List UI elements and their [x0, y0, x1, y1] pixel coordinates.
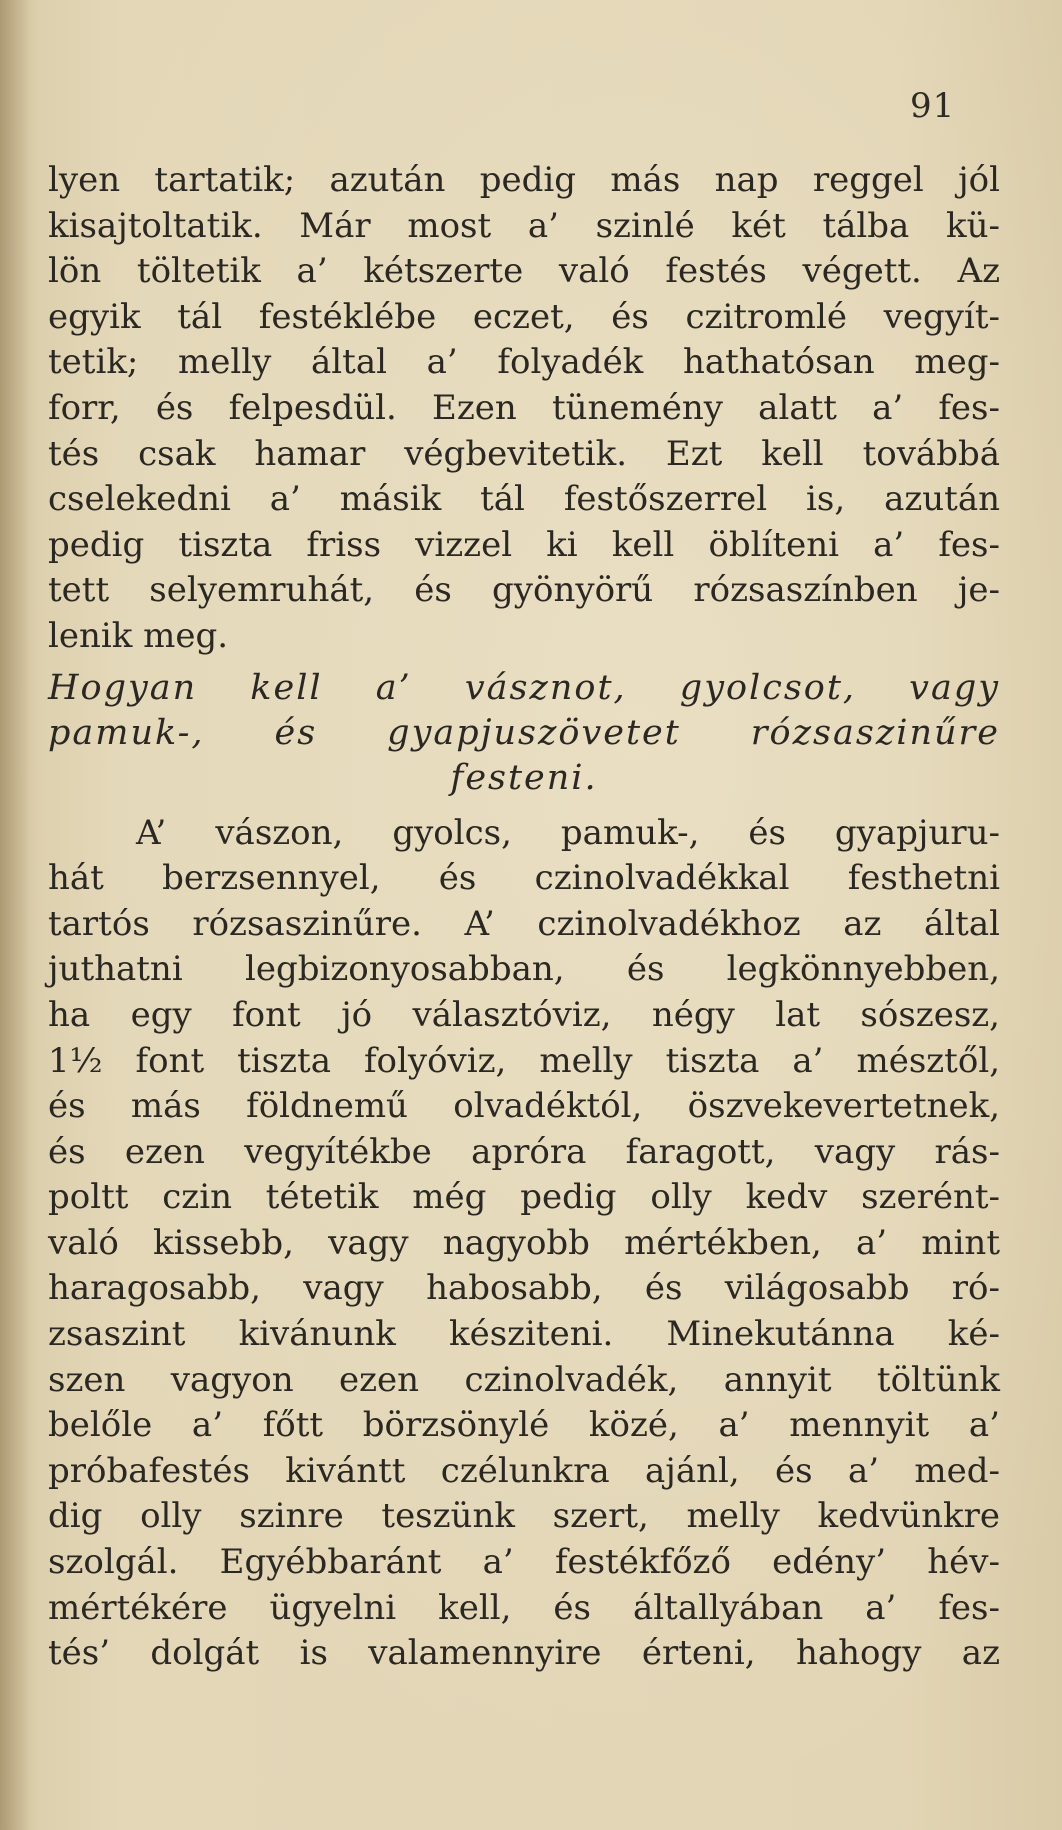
text-line: zsaszint kivánunk késziteni. Minekutánna ké- [48, 1314, 1000, 1355]
heading-line: festeni. [450, 757, 598, 798]
text-line: mértékére ügyelni kell, és általlyában a’ fes- [48, 1587, 1000, 1628]
text-line: lyen tartatik; azután pedig más nap reggel jól [48, 160, 1000, 200]
page-number: 91 [910, 86, 956, 126]
text-line: és más földnemű olvadéktól, öszvekevertetnek, [48, 1086, 1000, 1127]
paragraph-2 [48, 811, 1000, 1677]
text-line: pedig tiszta friss vizzel ki kell öblíteni a’ fes- [48, 524, 1000, 565]
text-line: lenik meg. [48, 615, 229, 656]
text-line: való kissebb, vagy nagyobb mértékben, a’ mint [48, 1222, 1000, 1263]
heading-line: Hogyan kell a’ vásznot, gyolcsot, vagy [48, 667, 1000, 708]
text-line: tetik; melly által a’ folyadék hathatósan meg- [48, 342, 1000, 383]
text-line: belőle a’ főtt börzsönylé közé, a’ mennyit a’ [48, 1405, 1000, 1446]
text-line: lön töltetik a’ kétszerte való festés végett. Az [48, 251, 1000, 292]
text-line: szolgál. Egyébbaránt a’ festékfőző edény’ hév- [48, 1542, 1000, 1583]
heading-line: pamuk-, és gyapjuszövetet rózsaszinűre [48, 712, 1000, 753]
text-line: tartós rózsaszinűre. A’ czinolvadékhoz az által [48, 903, 1000, 944]
text-line: dig olly szinre teszünk szert, melly kedvünkre [48, 1496, 1000, 1537]
paragraph-1 [48, 158, 1000, 660]
text-line: egyik tál festéklébe eczet, és czitromlé vegyít- [48, 296, 1000, 337]
text-line: tett selyemruhát, és gyönyörű rózsaszínben je- [48, 570, 1000, 611]
text-line: hát berzsennyel, és czinolvadékkal festhetni [48, 858, 1000, 899]
text-line: A’ vászon, gyolcs, pamuk-, és gyapjuru- [136, 812, 1000, 853]
text-line: tés csak hamar végbevitetik. Ezt kell továbbá [48, 433, 1000, 474]
text-line: forr, és felpesdül. Ezen tünemény alatt a’ fes- [48, 387, 1000, 428]
text-line: juthatni legbizonyosabban, és legkönnyebben, [48, 949, 1000, 990]
text-line: ha egy font jó választóviz, négy lat sószesz, [48, 994, 1000, 1035]
text-line: cselekedni a’ másik tál festőszerrel is, azután [48, 479, 1000, 520]
section-heading [48, 666, 1000, 801]
text-block [48, 158, 1000, 1677]
text-line: próbafestés kivántt czélunkra ajánl, és a’ med- [48, 1450, 1000, 1491]
binding-shadow [0, 0, 30, 1830]
text-line: tés’ dolgát is valamennyire érteni, hahogy az [48, 1633, 1000, 1674]
text-line: 1½ font tiszta folyóviz, melly tiszta a’ mésztől, [48, 1040, 1000, 1081]
text-line: szen vagyon ezen czinolvadék, annyit töltünk [48, 1359, 1000, 1400]
text-line: haragosabb, vagy habosabb, és világosabb ró- [48, 1268, 1000, 1309]
text-line: kisajtoltatik. Már most a’ szinlé két tálba kü- [48, 205, 1000, 246]
text-line: és ezen vegyítékbe apróra faragott, vagy rás- [48, 1131, 1000, 1172]
text-line: poltt czin tétetik még pedig olly kedv szerént- [48, 1177, 1000, 1218]
